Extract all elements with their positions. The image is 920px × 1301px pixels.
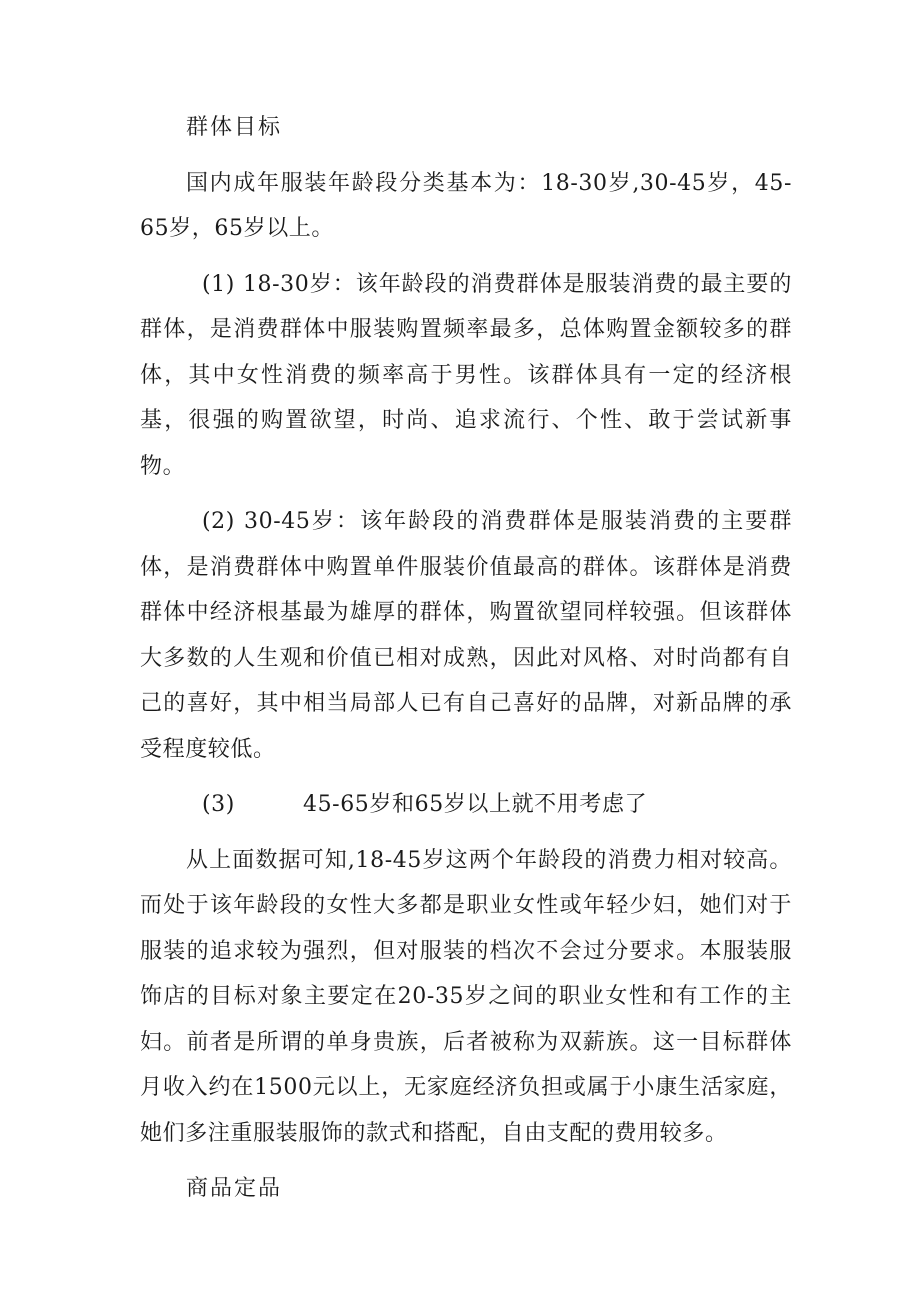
list-item-2: (2) 30-45岁：该年龄段的消费群体是服装消费的主要群体，是消费群体中购置单件服装价值最高的群体。该群体是消费群体中经济根基最为雄厚的群体，购置欲望同样较强。但该群体大多数的人生观和价值已相对成熟，因此对风格、对时尚都有自己的喜好，其中相当局部人已有自己喜好的品牌，对新品牌的承受程度较低。 [140, 509, 792, 762]
conclusion-paragraph: 从上面数据可知,18-45岁这两个年龄段的消费力相对较高。而处于该年龄段的女性大多都是职业女性或年轻少妇，她们对于服装的追求较为强烈，但对服装的档次不会过分要求。本服装服饰店的目标对象主要定在20-35岁之间的职业女性和有工作的主妇。前者是所谓的单身贵族，后者被称为双薪族。这一目标群体月收入约在1500元以上，无家庭经济负担或属于小康生活家庭，她们多注重服装服饰的款式和搭配，自由支配的费用较多。 [140, 847, 792, 1146]
document-body [140, 105, 792, 1222]
intro-paragraph: 国内成年服装年龄段分类基本为：18-30岁,30-45岁，45-65岁，65岁以上。 [140, 170, 792, 241]
section-heading-target-group: 群体目标 [186, 115, 283, 140]
list-item-3-text: 45-65岁和65岁以上就不用考虑了 [302, 792, 648, 817]
list-item-3-label: (3) [202, 792, 235, 817]
list-item-3 [140, 782, 792, 828]
list-item-1: (1) 18-30岁：该年龄段的消费群体是服装消费的最主要的群体，是消费群体中服装购置频率最多，总体购置金额较多的群体，其中女性消费的频率高于男性。该群体具有一定的经济根基，很强的购置欲望，时尚、追求流行、个性、敢于尝试新事物。 [140, 271, 792, 479]
section-heading-product: 商品定品 [186, 1176, 283, 1201]
